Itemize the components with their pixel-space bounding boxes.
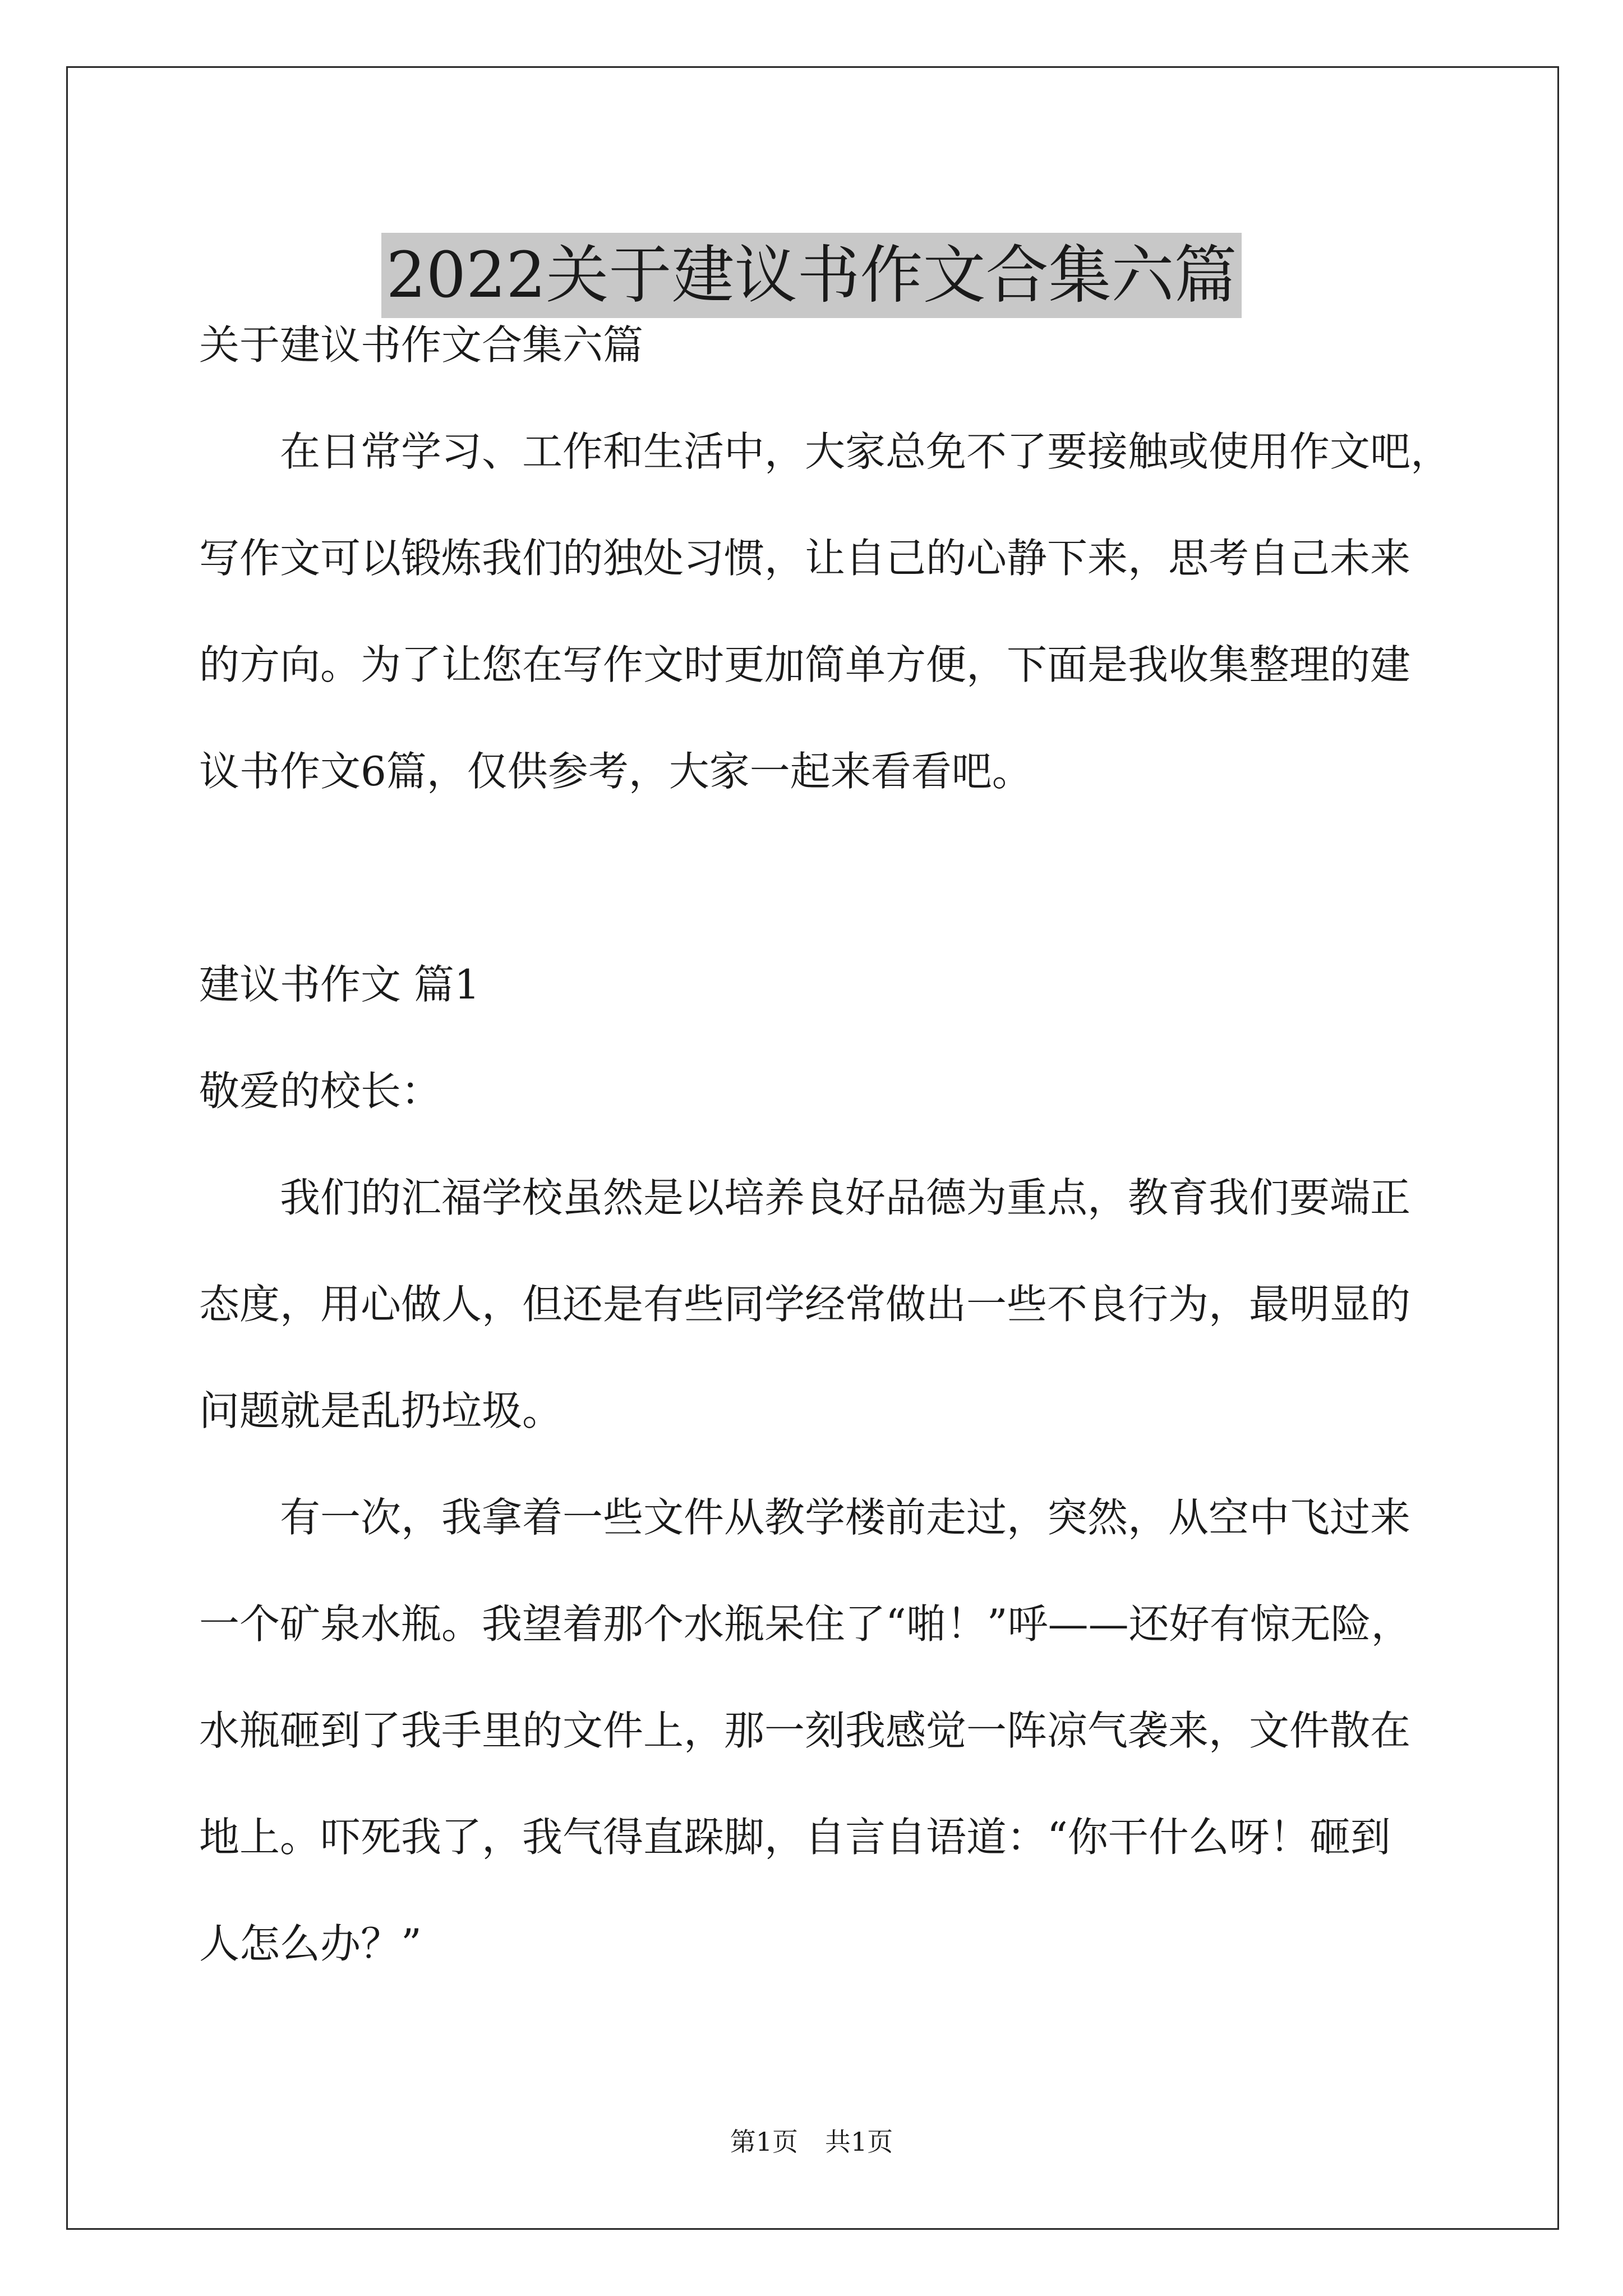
document-subtitle: 关于建议书作文合集六篇 <box>199 321 644 369</box>
page-number-total: 共1页 <box>825 2127 893 2157</box>
intro-line: 在日常学习、工作和生活中，大家总免不了要接触或使用作文吧， <box>280 428 1451 475</box>
paragraph-line: 我们的汇福学校虽然是以培养良好品德为重点，教育我们要端正 <box>280 1174 1411 1221</box>
paragraph-line: 地上。吓死我了，我气得直跺脚，自言自语道：“你干什么呀！砸到 <box>199 1814 1391 1861</box>
paragraph-line: 问题就是乱扔垃圾。 <box>199 1387 563 1434</box>
salutation: 敬爱的校长： <box>199 1068 442 1115</box>
page-footer <box>0 2125 1623 2159</box>
paragraph-line: 有一次，我拿着一些文件从教学楼前走过，突然，从空中飞过来 <box>280 1494 1411 1541</box>
paragraph-line: 人怎么办？” <box>199 1920 422 1967</box>
document-title: 2022关于建议书作文合集六篇 <box>381 233 1241 318</box>
paragraph-line: 一个矿泉水瓶。我望着那个水瓶呆住了“啪！”呼——还好有惊无险， <box>199 1600 1412 1648</box>
intro-line: 的方向。为了让您在写作文时更加简单方便，下面是我收集整理的建 <box>199 641 1411 688</box>
paragraph-line: 水瓶砸到了我手里的文件上，那一刻我感觉一阵凉气袭来，文件散在 <box>199 1707 1411 1754</box>
document-body <box>199 292 1451 1997</box>
intro-line: 议书作文6篇，仅供参考，大家一起来看看吧。 <box>199 748 1032 795</box>
paragraph-line: 态度，用心做人，但还是有些同学经常做出一些不良行为，最明显的 <box>199 1281 1411 1328</box>
page-number-current: 第1页 <box>730 2127 798 2157</box>
intro-line: 写作文可以锻炼我们的独处习惯，让自己的心静下来，思考自己未来 <box>199 535 1411 582</box>
section-heading: 建议书作文 篇1 <box>199 961 480 1008</box>
